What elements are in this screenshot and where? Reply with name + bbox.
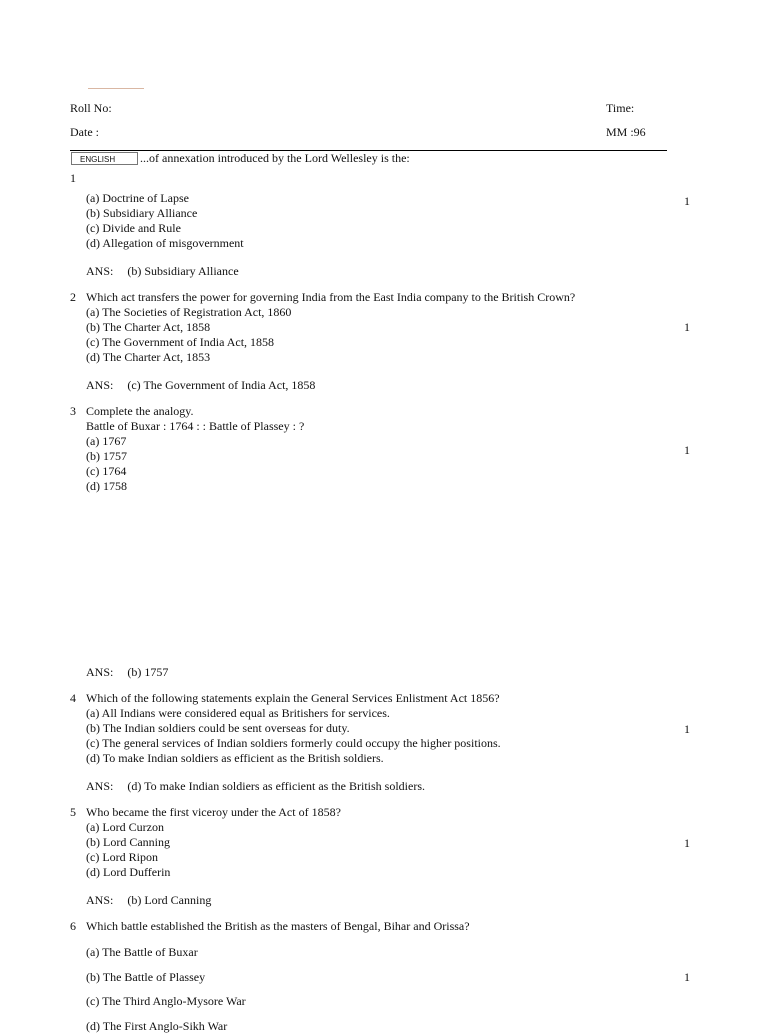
option: (b) Lord Canning	[86, 835, 170, 849]
option: (a) Doctrine of Lapse	[86, 191, 189, 205]
question-5-answer	[86, 893, 211, 908]
question-4-number: 4	[70, 691, 76, 705]
question-2-answer	[86, 378, 315, 393]
question-3-marks: 1	[684, 443, 690, 457]
option: (d) To make Indian soldiers as efficient as the British soldiers.	[86, 751, 384, 765]
date-label: Date :	[70, 125, 99, 139]
roll-no-label: Roll No:	[70, 101, 112, 115]
answer-label: ANS:	[86, 893, 114, 907]
question-4-marks: 1	[684, 722, 690, 736]
answer-value: (b) Subsidiary Alliance	[127, 264, 239, 278]
logo-fragment	[88, 88, 144, 89]
question-1-text: ...of annexation introduced by the Lord Wellesley is the:	[140, 151, 410, 165]
question-1-marks: 1	[684, 194, 690, 208]
question-3-text: Complete the analogy.	[86, 404, 194, 418]
option: (a) All Indians were considered equal as Britishers for services.	[86, 706, 390, 720]
option: (c) The general services of Indian soldiers formerly could occupy the higher positions.	[86, 736, 501, 750]
question-4-answer	[86, 779, 425, 794]
option: (d) 1758	[86, 479, 127, 493]
option: (b) The Battle of Plassey	[86, 970, 206, 984]
language-selector[interactable]: ENGLISH	[71, 152, 138, 165]
question-5-number: 5	[70, 805, 76, 819]
option: (a) The Battle of Buxar	[86, 945, 198, 959]
question-2-number: 2	[70, 290, 76, 304]
option: (b) Subsidiary Alliance	[86, 206, 198, 220]
answer-label: ANS:	[86, 264, 114, 278]
question-3-number: 3	[70, 404, 76, 418]
question-6-marks: 1	[684, 970, 690, 984]
option: (a) Lord Curzon	[86, 820, 164, 834]
question-4-text: Which of the following statements explain the General Services Enlistment Act 1856?	[86, 691, 500, 705]
question-1-answer	[86, 264, 239, 279]
option: (a) The Societies of Registration Act, 1860	[86, 305, 292, 319]
time-label: Time:	[606, 101, 635, 115]
question-5-marks: 1	[684, 836, 690, 850]
answer-label: ANS:	[86, 779, 114, 793]
question-1-number: 1	[70, 171, 76, 185]
option: (b) The Indian soldiers could be sent overseas for duty.	[86, 721, 350, 735]
option: (d) Allegation of misgovernment	[86, 236, 244, 250]
answer-value: (d) To make Indian soldiers as efficient as the British soldiers.	[127, 779, 425, 793]
option: (b) The Charter Act, 1858	[86, 320, 211, 334]
question-3-answer	[86, 665, 168, 680]
question-1-options	[86, 191, 244, 251]
option: (c) Lord Ripon	[86, 850, 158, 864]
option: (c) 1764	[86, 464, 127, 478]
answer-label: ANS:	[86, 665, 114, 679]
answer-value: (b) 1757	[127, 665, 169, 679]
option: (d) The Charter Act, 1853	[86, 350, 211, 364]
answer-value: (b) Lord Canning	[127, 893, 212, 907]
option: (b) 1757	[86, 449, 127, 463]
question-2-marks: 1	[684, 320, 690, 334]
question-2-text: Which act transfers the power for governing India from the East India company to the British Crown?	[86, 290, 576, 304]
question-6-number: 6	[70, 919, 76, 933]
option: (d) Lord Dufferin	[86, 865, 171, 879]
question-6-text: Which battle established the British as the masters of Bengal, Bihar and Orissa?	[86, 919, 470, 933]
option: (c) Divide and Rule	[86, 221, 181, 235]
option: (d) The First Anglo-Sikh War	[86, 1019, 228, 1033]
question-5-text: Who became the first viceroy under the Act of 1858?	[86, 805, 341, 819]
question-3-analogy: Battle of Buxar : 1764 : : Battle of Plassey : ?	[86, 419, 305, 433]
option: (c) The Government of India Act, 1858	[86, 335, 275, 349]
option: (c) The Third Anglo-Mysore War	[86, 994, 246, 1008]
option: (a) 1767	[86, 434, 127, 448]
max-marks-label: MM :96	[606, 125, 646, 139]
answer-label: ANS:	[86, 378, 114, 392]
answer-value: (c) The Government of India Act, 1858	[127, 378, 316, 392]
